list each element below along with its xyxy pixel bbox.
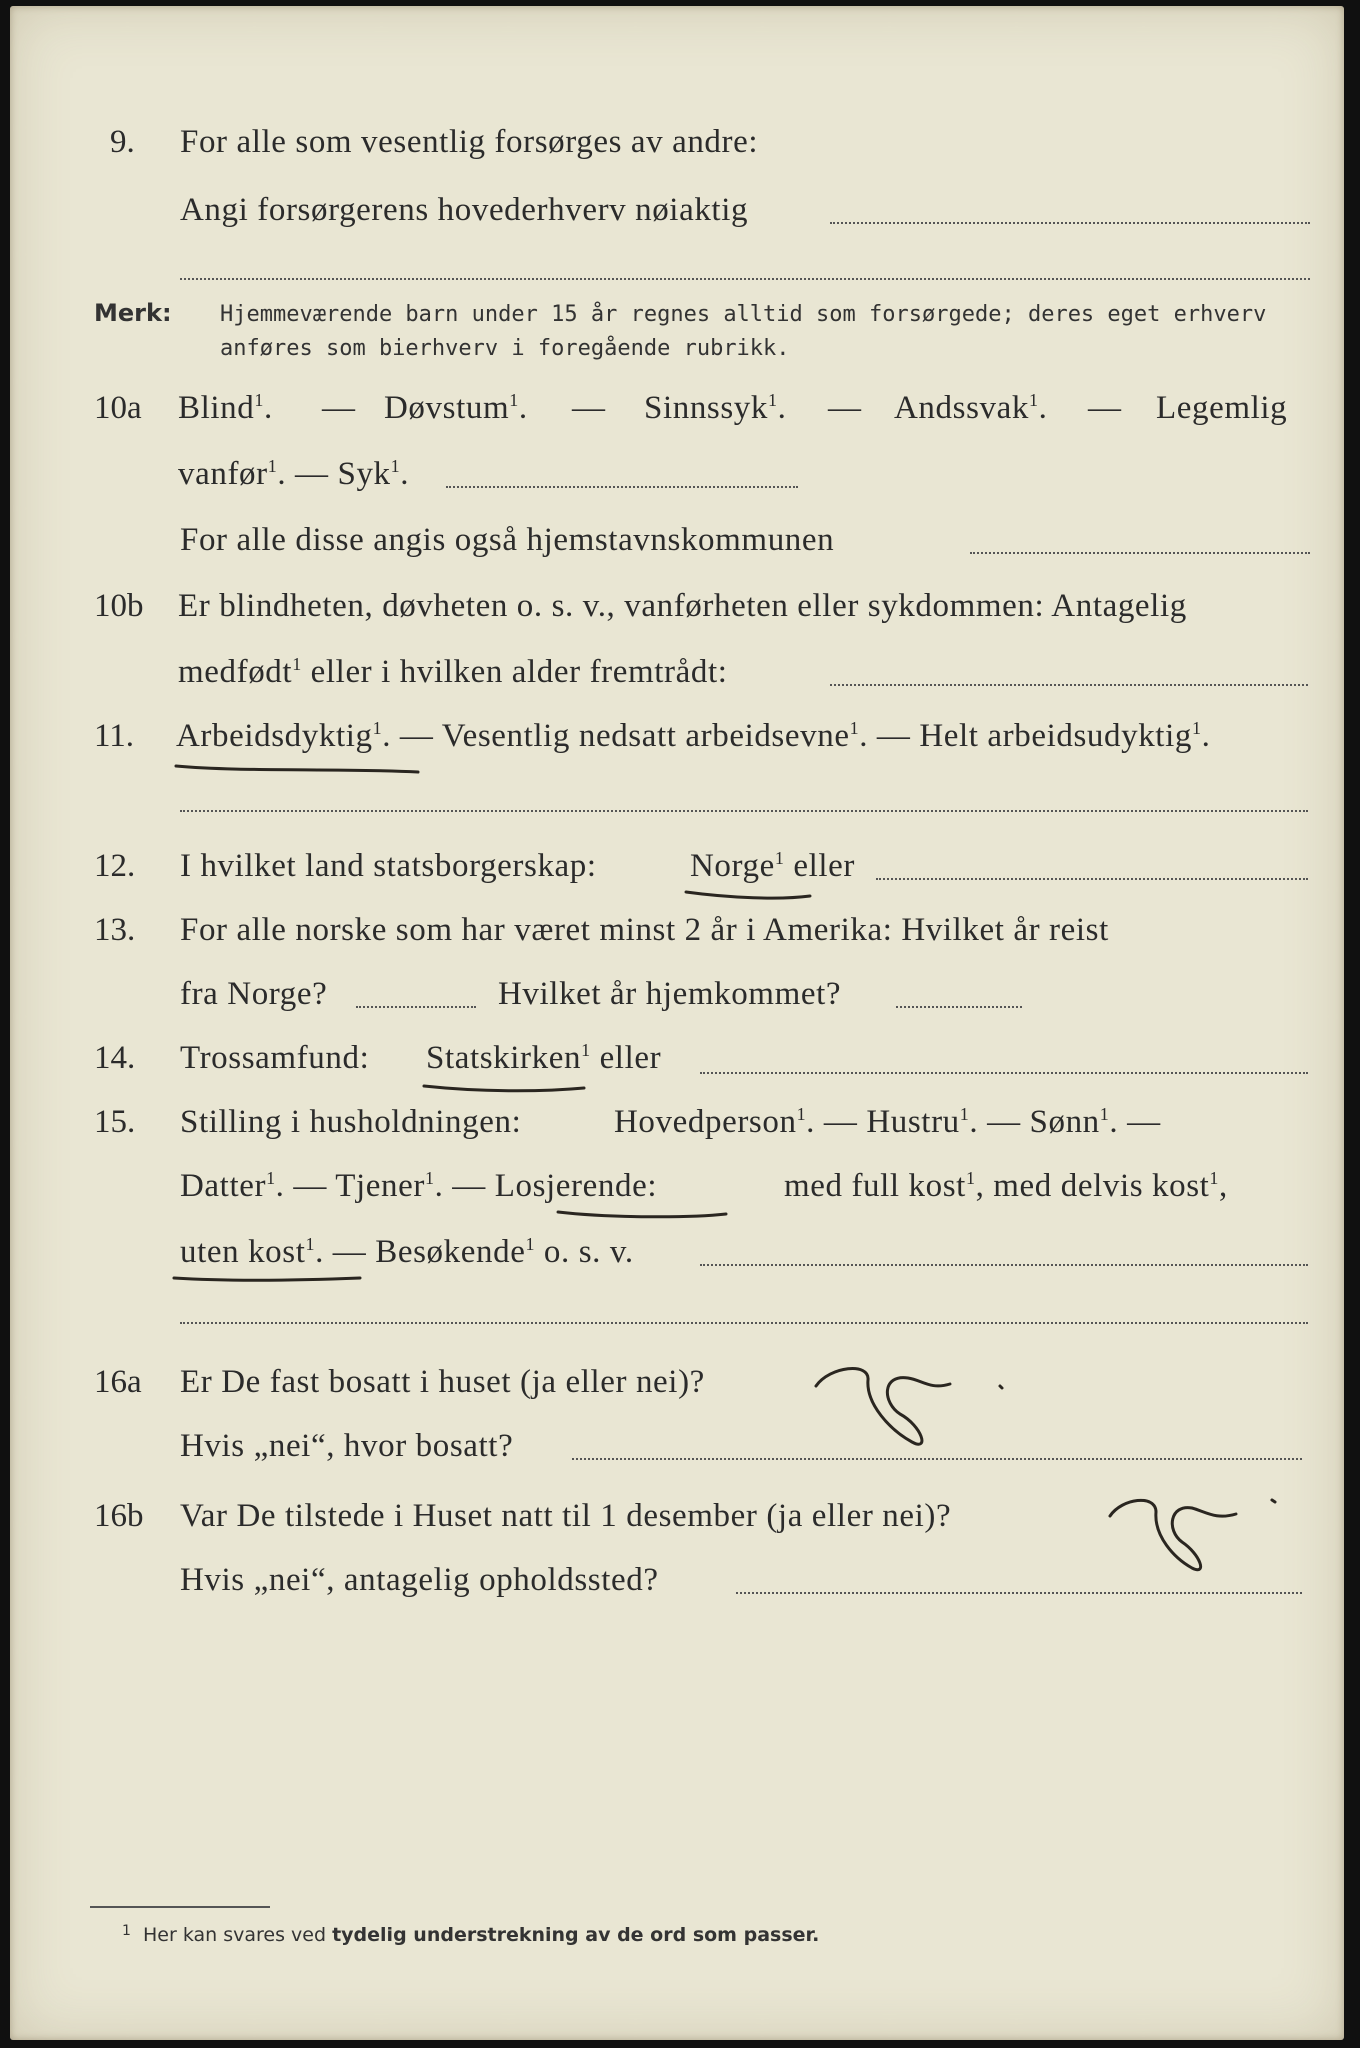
q14-statskirken[interactable]: Statskirken$^1$ eller [426, 1040, 662, 1076]
q11-options: Arbeidsdyktig$^1$. — Vesentlig nedsatt arbeidsevne$^1$. — Helt arbeidsudyktig$^1$. [176, 718, 1211, 754]
q10a-number: 10a [94, 390, 142, 426]
handwriting-overlay [10, 6, 1344, 2040]
q10a-vanfor: vanfør$^1$. — Syk$^1$. [178, 456, 410, 492]
q12-number: 12. [94, 848, 136, 884]
q14-number: 14. [94, 1040, 136, 1076]
answer-16a-ja [816, 1369, 950, 1445]
q16a-question: Er De fast bosatt i huset (ja eller nei)? [180, 1364, 705, 1400]
q10a-legemlig: Legemlig [1156, 390, 1288, 426]
q16b-number: 16b [94, 1498, 144, 1534]
q15-number: 15. [94, 1104, 136, 1140]
q16b-hvis-nei: Hvis „nei“, antagelig opholdssted? [180, 1562, 659, 1598]
q12-question: I hvilket land statsborgerskap: [180, 848, 597, 884]
merk-label: Merk: [94, 299, 172, 327]
q13-hjemkommet-label: Hvilket år hjemkommet? [498, 976, 842, 1012]
q9-question: For alle som vesentlig forsørges av andre: [180, 124, 759, 160]
q13-number: 13. [94, 912, 136, 948]
underline-arbeidsdyktig [176, 766, 418, 772]
q9-number: 9. [110, 124, 135, 160]
q10b-number: 10b [94, 588, 144, 624]
q10a-dovstum: Døvstum$^1$. [384, 390, 528, 426]
q15-losjerende[interactable]: Losjerende: [494, 1168, 658, 1204]
q10a-blind: Blind$^1$. [178, 390, 273, 426]
q10a-dash: — [1088, 390, 1122, 426]
underline-uten-kost [174, 1278, 360, 1280]
q15-line3: uten kost$^1$. — Besøkende$^1$ o. s. v. [180, 1234, 634, 1270]
q15-line2: Datter$^1$. — Tjener$^1$. — Losjerende: [180, 1168, 658, 1204]
q11-udyktig[interactable]: Helt arbeidsudyktig [919, 718, 1192, 754]
q10a-andssvak: Andssvak$^1$. [894, 390, 1048, 426]
q10a-hjemstavn-label: For alle disse angis også hjemstavnskommunen [180, 522, 835, 558]
answer-16a-dot [1000, 1386, 1002, 1388]
q9-provider-label: Angi forsørgerens hovederhverv nøiaktig [180, 192, 749, 228]
underline-statskirken [424, 1086, 584, 1091]
q11-arbeidsdyktig[interactable]: Arbeidsdyktig [176, 718, 373, 754]
merk-note-line1: Hjemmeværende barn under 15 år regnes alltid som forsørgede; deres eget erhverv [220, 302, 1267, 327]
answer-16b-dot [1272, 1500, 1275, 1502]
footnote: $^1$ Her kan svares ved tydelig understrekning av de ord som passer. [122, 1923, 820, 1946]
q15-hovedperson[interactable]: Hovedperson$^1$. — Hustru$^1$. — Sønn$^1$. — [614, 1104, 1161, 1140]
q10a-dash: — [322, 390, 356, 426]
q10b-question: Er blindheten, døvheten o. s. v., vanførheten eller sykdommen: Antagelig [178, 588, 1187, 624]
q11-number: 11. [94, 718, 135, 754]
q11-nedsatt[interactable]: Vesentlig nedsatt arbeidsevne [441, 718, 850, 754]
answer-16b-ja [1110, 1500, 1236, 1569]
underline-losjerende [558, 1212, 726, 1217]
q13-reist-label: fra Norge? [180, 976, 328, 1012]
q13-question: For alle norske som har været minst 2 år i Amerika: Hvilket år reist [180, 912, 1109, 948]
q12-norge[interactable]: Norge$^1$ eller [690, 848, 855, 884]
q10b-medfodt: medfødt$^1$ eller i hvilken alder fremtrådt: [178, 654, 728, 690]
underline-norge [686, 892, 810, 898]
q16a-number: 16a [94, 1364, 142, 1400]
q15-kost-options[interactable]: med full kost$^1$, med delvis kost$^1$, [784, 1168, 1228, 1204]
q15-uten-kost[interactable]: uten kost [180, 1234, 306, 1270]
q10a-dash: — [828, 390, 862, 426]
q10a-sinnssyk: Sinnssyk$^1$. [644, 390, 787, 426]
q16b-question: Var De tilstede i Huset natt til 1 desember (ja eller nei)? [180, 1498, 952, 1534]
q15-label: Stilling i husholdningen: [180, 1104, 522, 1140]
census-form-page [10, 6, 1344, 2040]
q14-label: Trossamfund: [180, 1040, 370, 1076]
q16a-hvis-nei: Hvis „nei“, hvor bosatt? [180, 1428, 514, 1464]
merk-note-line2: anføres som bierhverv i foregående rubrikk. [220, 336, 790, 361]
q10a-dash: — [572, 390, 606, 426]
